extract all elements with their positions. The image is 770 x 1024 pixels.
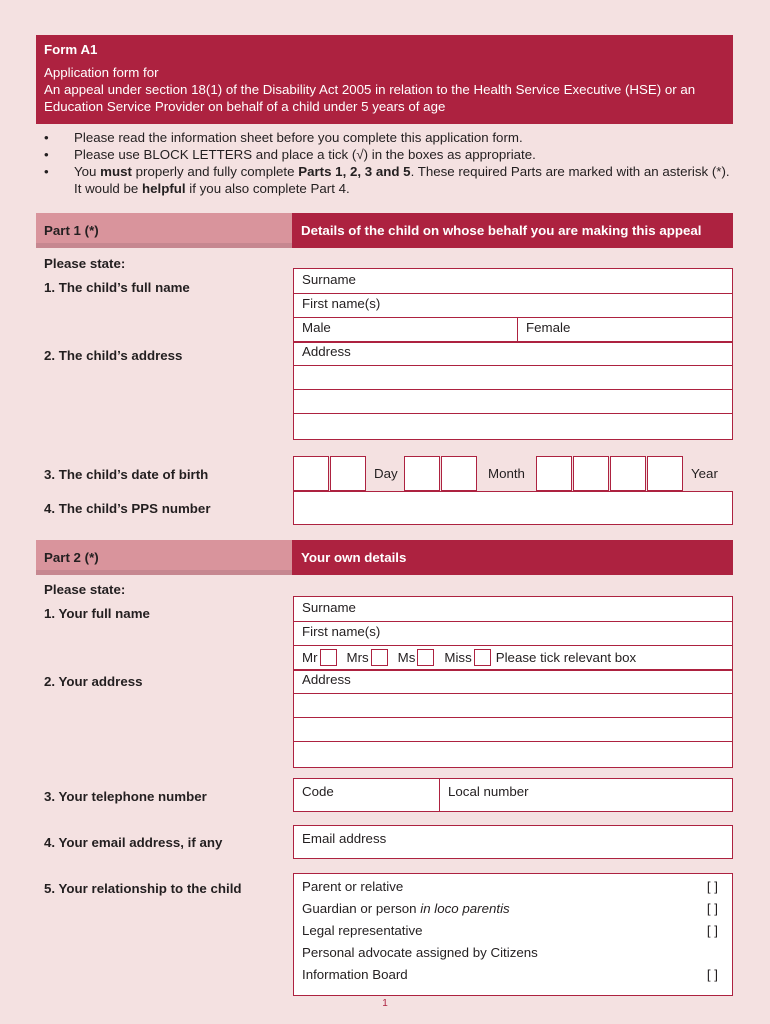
your-surname-field[interactable]: Surname <box>302 600 356 615</box>
dob-year-label: Year <box>691 466 718 481</box>
divider <box>294 645 732 646</box>
title-miss-label: Miss <box>444 649 472 665</box>
relationship-parent-label: Parent or relative <box>302 879 404 894</box>
child-dob-label: 3. The child’s date of birth <box>44 467 209 482</box>
dob-year-digit-1[interactable] <box>536 456 572 491</box>
title-mrs-label: Mrs <box>346 649 369 665</box>
part1-header <box>36 213 733 248</box>
relationship-advocate-checkbox[interactable]: [ ] <box>706 967 718 982</box>
instruction-item: • Please read the information sheet before you complete this application form. <box>44 130 523 145</box>
dob-year-digit-3[interactable] <box>610 456 646 491</box>
part2-header <box>36 540 733 575</box>
title-ms-checkbox[interactable] <box>417 649 434 666</box>
child-surname-field[interactable]: Surname <box>302 272 356 287</box>
part2-please-state: Please state: <box>44 582 126 597</box>
dob-year-digit-2[interactable] <box>573 456 609 491</box>
part1-label: Part 1 (*) <box>36 213 292 248</box>
title-ms-label: Ms <box>397 649 416 665</box>
relationship-guardian-checkbox[interactable]: [ ] <box>706 901 718 916</box>
tick-note: Please tick relevant box <box>495 649 637 665</box>
form-subtitle: Application form for <box>44 65 159 80</box>
title-miss-checkbox[interactable] <box>474 649 491 666</box>
instruction-item: • Please use BLOCK LETTERS and place a tick (√) in the boxes as appropriate. <box>44 147 536 162</box>
child-address-field-4[interactable] <box>294 413 732 439</box>
telephone-local-number-field[interactable]: Local number <box>448 784 529 799</box>
your-first-names-field[interactable]: First name(s) <box>302 624 381 639</box>
dob-year-digit-4[interactable] <box>647 456 683 491</box>
telephone-code-field[interactable]: Code <box>302 784 334 799</box>
part1-please-state: Please state: <box>44 256 126 271</box>
bullet-icon: • <box>44 147 49 162</box>
form-description: An appeal under section 18(1) of the Disability Act 2005 in relation to the Health Service Executive (HSE) or an Education Service Provider on behalf of a child under 5 years of age <box>44 82 696 114</box>
relationship-parent-checkbox[interactable]: [ ] <box>706 879 718 894</box>
form-header <box>36 35 733 124</box>
email-placeholder: Email address <box>302 831 387 846</box>
your-telephone-label: 3. Your telephone number <box>44 789 207 804</box>
title-mr-label: Mr <box>302 649 318 665</box>
your-email-label: 4. Your email address, if any <box>44 835 223 850</box>
bullet-icon: • <box>44 164 49 179</box>
relationship-legal-checkbox[interactable]: [ ] <box>706 923 718 938</box>
part2-label: Part 2 (*) <box>36 540 292 575</box>
email-field[interactable] <box>293 825 733 859</box>
relationship-box <box>293 873 733 996</box>
dob-day-digit-1[interactable] <box>293 456 329 491</box>
form-title: Form A1 <box>44 42 98 57</box>
relationship-legal-label: Legal representative <box>302 923 423 938</box>
page-number: 1 <box>382 998 388 1009</box>
child-address-field-1[interactable]: Address <box>302 344 351 359</box>
your-details-box <box>293 596 733 768</box>
child-male-field[interactable]: Male <box>302 320 331 335</box>
dob-month-digit-1[interactable] <box>404 456 440 491</box>
relationship-guardian-label: Guardian or person in loco parentis <box>302 901 510 916</box>
dob-day-label: Day <box>374 466 398 481</box>
your-address-field-3[interactable] <box>294 717 732 741</box>
dob-day-digit-2[interactable] <box>330 456 366 491</box>
title-options <box>302 647 636 667</box>
part2-title: Your own details <box>292 540 733 575</box>
child-name-label: 1. The child’s full name <box>44 280 190 295</box>
child-pps-field[interactable] <box>293 491 733 525</box>
relationship-advocate-label: Personal advocate assigned by Citizens <box>302 945 538 960</box>
instructions-list <box>44 129 734 197</box>
child-address-label: 2. The child’s address <box>44 348 183 363</box>
your-address-field-2[interactable] <box>294 693 732 717</box>
child-details-box <box>293 268 733 440</box>
child-first-names-field[interactable]: First name(s) <box>302 296 381 311</box>
title-mr-checkbox[interactable] <box>320 649 337 666</box>
bullet-icon: • <box>44 130 49 145</box>
child-dob-row <box>0 456 770 491</box>
telephone-box <box>293 778 733 812</box>
dob-month-digit-2[interactable] <box>441 456 477 491</box>
child-address-field-3[interactable] <box>294 389 732 413</box>
your-address-field-1[interactable]: Address <box>302 672 351 687</box>
child-address-field-2[interactable] <box>294 365 732 389</box>
your-name-label: 1. Your full name <box>44 606 150 621</box>
your-address-field-4[interactable] <box>294 741 732 767</box>
part1-title: Details of the child on whose behalf you are making this appeal <box>292 213 733 248</box>
child-pps-label: 4. The child’s PPS number <box>44 501 211 516</box>
title-mrs-checkbox[interactable] <box>371 649 388 666</box>
your-address-label: 2. Your address <box>44 674 143 689</box>
dob-month-label: Month <box>488 466 525 481</box>
child-female-field[interactable]: Female <box>526 320 571 335</box>
instruction-item: • You must properly and fully complete Parts 1, 2, 3 and 5. These required Parts are marked with an asterisk (*). It would be helpful if you also complete Part 4. <box>44 164 730 196</box>
your-relationship-label: 5. Your relationship to the child <box>44 881 242 896</box>
relationship-advocate-label-2: Information Board <box>302 967 408 982</box>
